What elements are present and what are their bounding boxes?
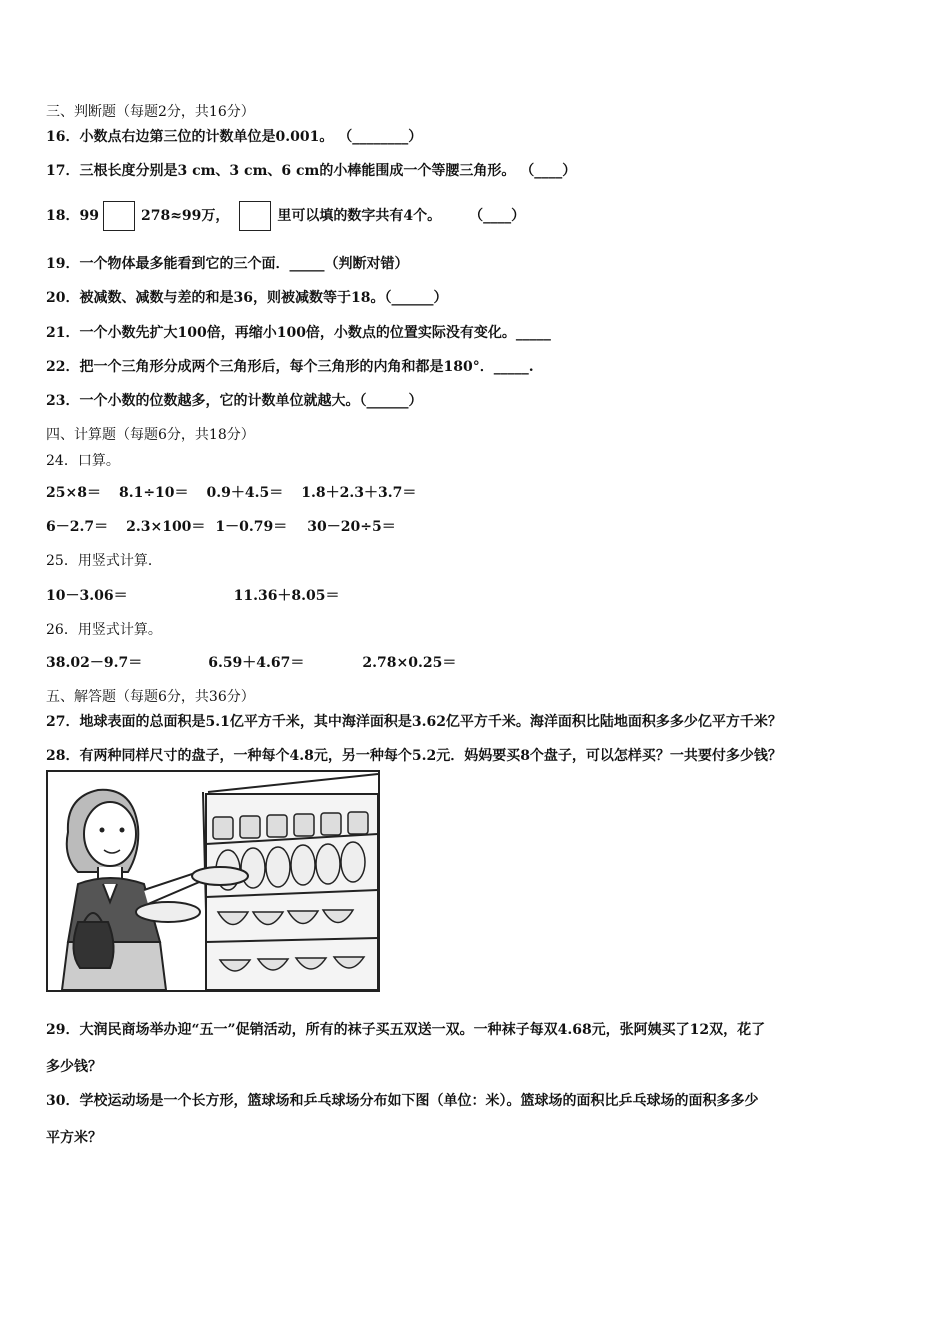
plates-shopping-illustration — [46, 770, 380, 992]
question-30-line-1: 30．学校运动场是一个长方形，篮球场和乒乓球场分布如下图（单位：米）。篮球场的面积比乒乓球场的面积多多少 — [46, 1093, 759, 1109]
question-17: 17．三根长度分别是3 cm、3 cm、6 cm的小棒能围成一个等腰三角形。 （____） — [46, 163, 577, 179]
question-21: 21．一个小数先扩大100倍，再缩小100倍，小数点的位置实际没有变化。_____ — [46, 325, 551, 341]
question-28: 28．有两种同样尺寸的盘子，一种每个4.8元，另一种每个5.2元．妈妈要买8个盘子，可以怎样买？一共要付多少钱？ — [46, 748, 782, 764]
expression: 6－2.7＝ — [46, 519, 109, 535]
vertical-calc-row-25 — [46, 587, 340, 605]
illustration-drawing — [48, 772, 378, 990]
section-4-heading: 四、计算题（每题6分，共18分） — [46, 427, 255, 443]
question-23: 23．一个小数的位数越多，它的计数单位就越大。（______） — [46, 393, 423, 409]
expression: 0.9＋4.5＝ — [206, 485, 284, 501]
question-18-part-d: （____） — [469, 208, 526, 224]
question-16: 16．小数点右边第三位的计数单位是0.001。 （________） — [46, 129, 423, 145]
answer-box-2 — [239, 201, 271, 231]
question-18-part-c: 里可以填的数字共有4个。 — [277, 208, 442, 224]
expression: 2.78×0.25＝ — [362, 655, 457, 671]
question-27: 27．地球表面的总面积是5.1亿平方千米，其中海洋面积是3.62亿平方千米。海洋面积比陆地面积多多少亿平方千米？ — [46, 714, 782, 730]
question-20: 20．被减数、减数与差的和是36，则被减数等于18。（______） — [46, 290, 448, 306]
section-5-heading: 五、解答题（每题6分，共36分） — [46, 689, 255, 705]
expression: 2.3×100＝ — [126, 519, 206, 535]
expression: 1－0.79＝ — [215, 519, 288, 535]
question-29-line-1: 29．大润民商场举办迎“五一”促销活动，所有的袜子买五双送一双。一种袜子每双4.68元，张阿姨买了12双，花了 — [46, 1022, 766, 1038]
question-25: 25．用竖式计算． — [46, 553, 162, 569]
expression: 38.02－9.7＝ — [46, 655, 143, 671]
expression: 11.36＋8.05＝ — [233, 588, 340, 604]
question-18 — [46, 200, 525, 232]
question-24: 24．口算。 — [46, 453, 120, 469]
question-30-line-2: 平方米？ — [46, 1130, 102, 1146]
section-3-heading: 三、判断题（每题2分，共16分） — [46, 104, 255, 120]
mental-math-row-2 — [46, 518, 396, 536]
expression: 10－3.06＝ — [46, 588, 128, 604]
question-19: 19．一个物体最多能看到它的三个面．_____（判断对错） — [46, 256, 409, 272]
expression: 30－20÷5＝ — [307, 519, 396, 535]
question-26: 26．用竖式计算。 — [46, 622, 162, 638]
mental-math-row-1 — [46, 484, 416, 502]
question-18-part-a: 18．99 — [46, 208, 99, 224]
expression: 8.1÷10＝ — [118, 485, 189, 501]
answer-box-1 — [103, 201, 135, 231]
expression: 25×8＝ — [46, 485, 101, 501]
expression: 1.8＋2.3＋3.7＝ — [301, 485, 417, 501]
question-18-part-b: 278≈99万， — [140, 208, 230, 224]
question-29-line-2: 多少钱？ — [46, 1059, 102, 1075]
question-22: 22．把一个三角形分成两个三角形后，每个三角形的内角和都是180°．_____. — [46, 359, 534, 375]
expression: 6.59＋4.67＝ — [208, 655, 305, 671]
vertical-calc-row-26 — [46, 654, 456, 672]
